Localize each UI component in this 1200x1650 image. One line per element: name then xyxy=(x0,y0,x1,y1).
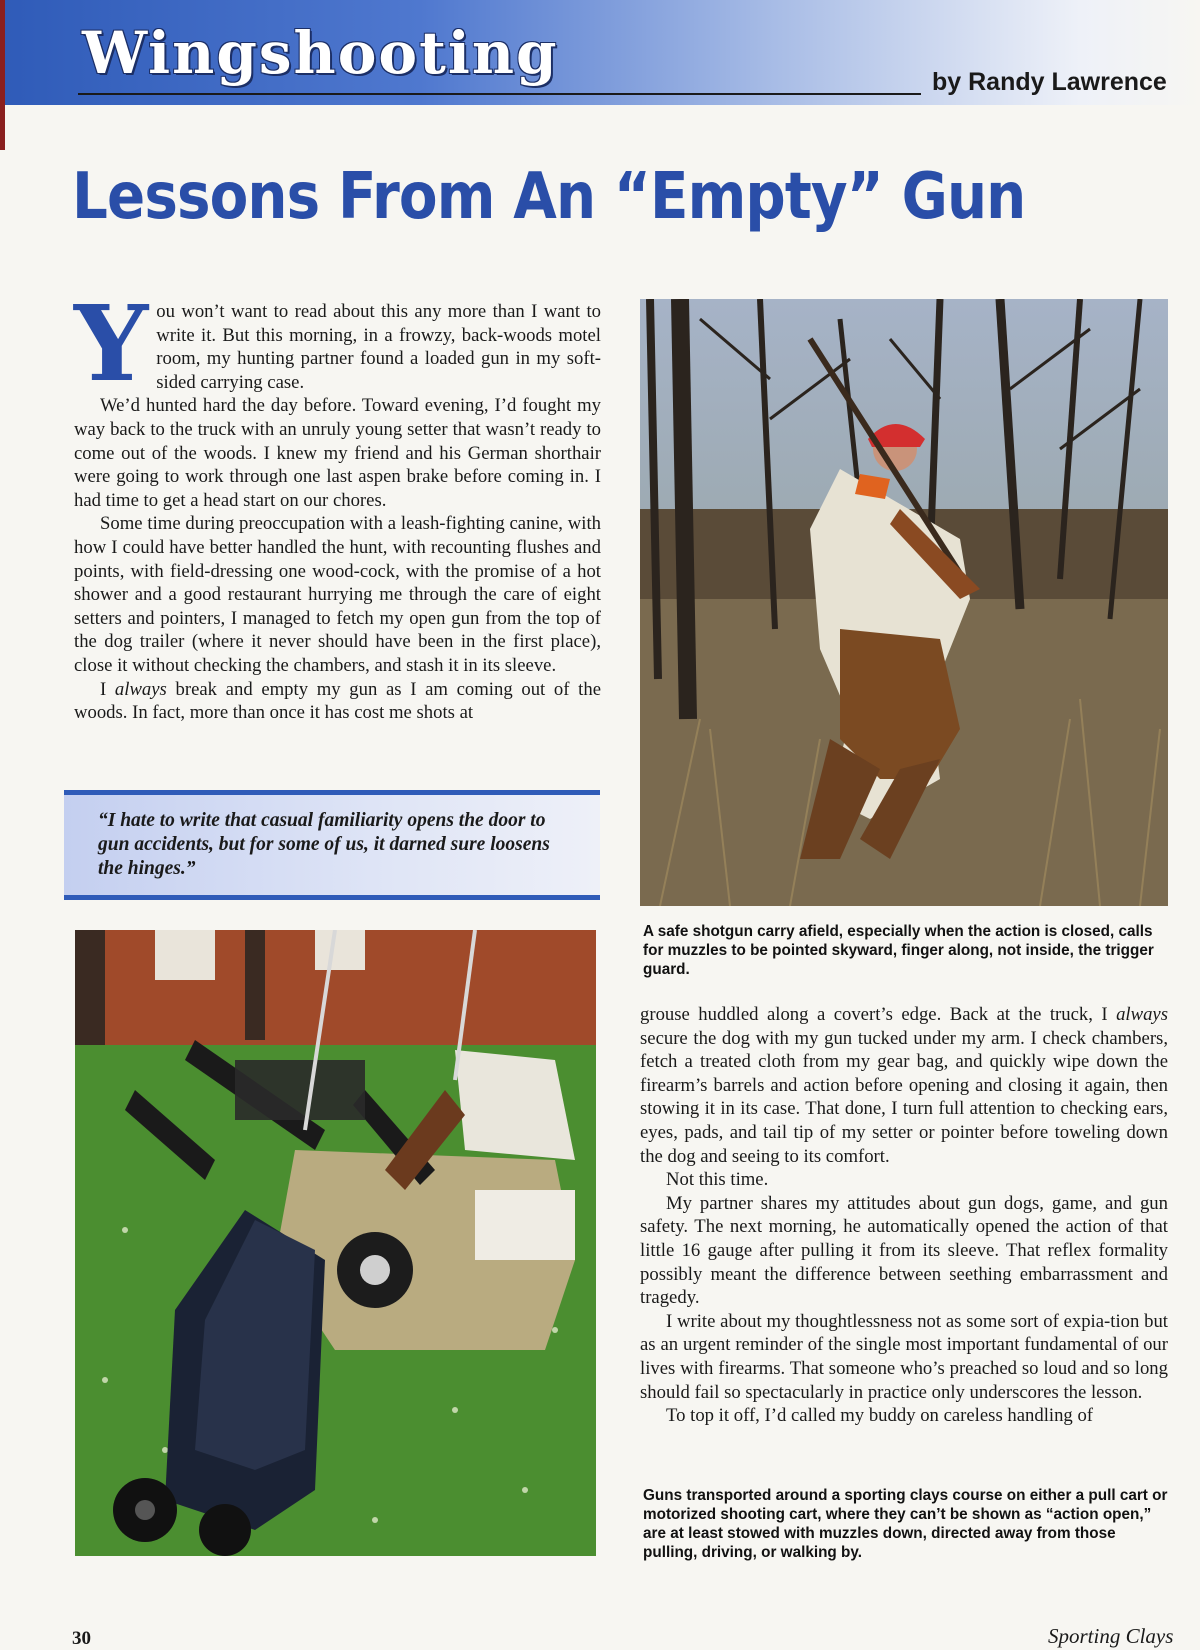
cart-photo xyxy=(75,930,596,1556)
paragraph-text: ou won’t want to read about this any more than I want to write it. But this morning, in a frowzy, back-woods motel room, my hunting partner found a loaded gun in my soft-sided carrying case. xyxy=(156,301,601,393)
page-number: 30 xyxy=(72,1628,91,1649)
hunter-photo xyxy=(640,299,1168,906)
paragraph: Not this time. xyxy=(666,1169,769,1191)
left-column-text xyxy=(74,282,601,725)
drop-cap: Y xyxy=(74,282,149,405)
paragraph xyxy=(640,1003,1168,1168)
text-run: I xyxy=(100,678,115,700)
paragraph: I write about my thoughtlessness not as some sort of expia-tion but as an urgent reminder of the single most important fundamental of our lives with firearms. That someone who’s preached so loud and so long should fail so spectacularly in practice only underscores the lesson. xyxy=(640,1310,1168,1403)
right-column-text xyxy=(640,1003,1168,1428)
paragraph xyxy=(74,678,601,725)
section-title: Wingshooting xyxy=(82,19,559,87)
page-edge-rule xyxy=(0,0,5,150)
emphasis-text: always xyxy=(114,678,167,700)
text-run: secure the dog with my gun tucked under my arm. I check chambers, fetch a treated cloth from my gear bag, and quickly wipe down the firearm’s barrels and action before opening and closing it again, then stowing it in its case. That done, I turn full attention to checking ears, eyes, pads, and tail tip of my setter or pointer before toweling down the dog and seeing to its comfort. xyxy=(640,1027,1168,1167)
pull-quote-box xyxy=(64,790,600,900)
cart-photo-caption: Guns transported around a sporting clays course on either a pull cart or motorized shooting cart, where they can’t be shown as “action open,” are at least stowed with muzzles down, directed away from those pulling, driving, or walking by. xyxy=(643,1487,1168,1561)
paragraph: We’d hunted hard the day before. Toward evening, I’d fought my way back to the truck with an unruly young setter that wasn’t ready to come out of the woods. I knew my friend and his German shorthair were going to work through one last aspen brake before coming in. I had time to get a head start on our chores. xyxy=(74,395,601,511)
article-headline: Lessons From An “Empty” Gun xyxy=(72,160,1026,234)
pull-quote: “I hate to write that casual familiarity opens the door to gun accidents, but for some of us, it darned sure loosens the hinges.” xyxy=(98,810,550,879)
header-rule xyxy=(78,93,921,95)
paragraph: My partner shares my attitudes about gun dogs, game, and gun safety. The next morning, he automatically opened the action of that little 16 gauge after pulling it from its sleeve. That reflex formality possibly meant the difference between seething embarrassment and tragedy. xyxy=(640,1192,1168,1309)
emphasis-text: always xyxy=(1116,1004,1168,1025)
paragraph: To top it off, I’d called my buddy on careless handling of xyxy=(666,1405,1094,1427)
text-run: break and empty my gun as I am coming out of the woods. In fact, more than once it has cost me shots at xyxy=(74,678,601,724)
text-run: grouse huddled along a covert’s edge. Back at the truck, I xyxy=(640,1004,1117,1025)
hunter-photo-caption: A safe shotgun carry afield, especially when the action is closed, calls for muzzles to be pointed skyward, finger along, not inside, the trigger guard. xyxy=(643,923,1154,978)
magazine-name: Sporting Clays xyxy=(1048,1624,1174,1648)
byline: by Randy Lawrence xyxy=(932,68,1167,96)
paragraph xyxy=(74,282,601,405)
paragraph: Some time during preoccupation with a leash-fighting canine, with how I could have better handled the hunt, with recounting flushes and points, with field-dressing one wood-cock, with the promise of a hot shower and a good restaurant hurrying me through the care of eight setters and pointers, I managed to fetch my open gun from the top of the dog trailer (where it never should have been in the first place), close it without checking the chambers, and stash it in its sleeve. xyxy=(74,513,601,676)
